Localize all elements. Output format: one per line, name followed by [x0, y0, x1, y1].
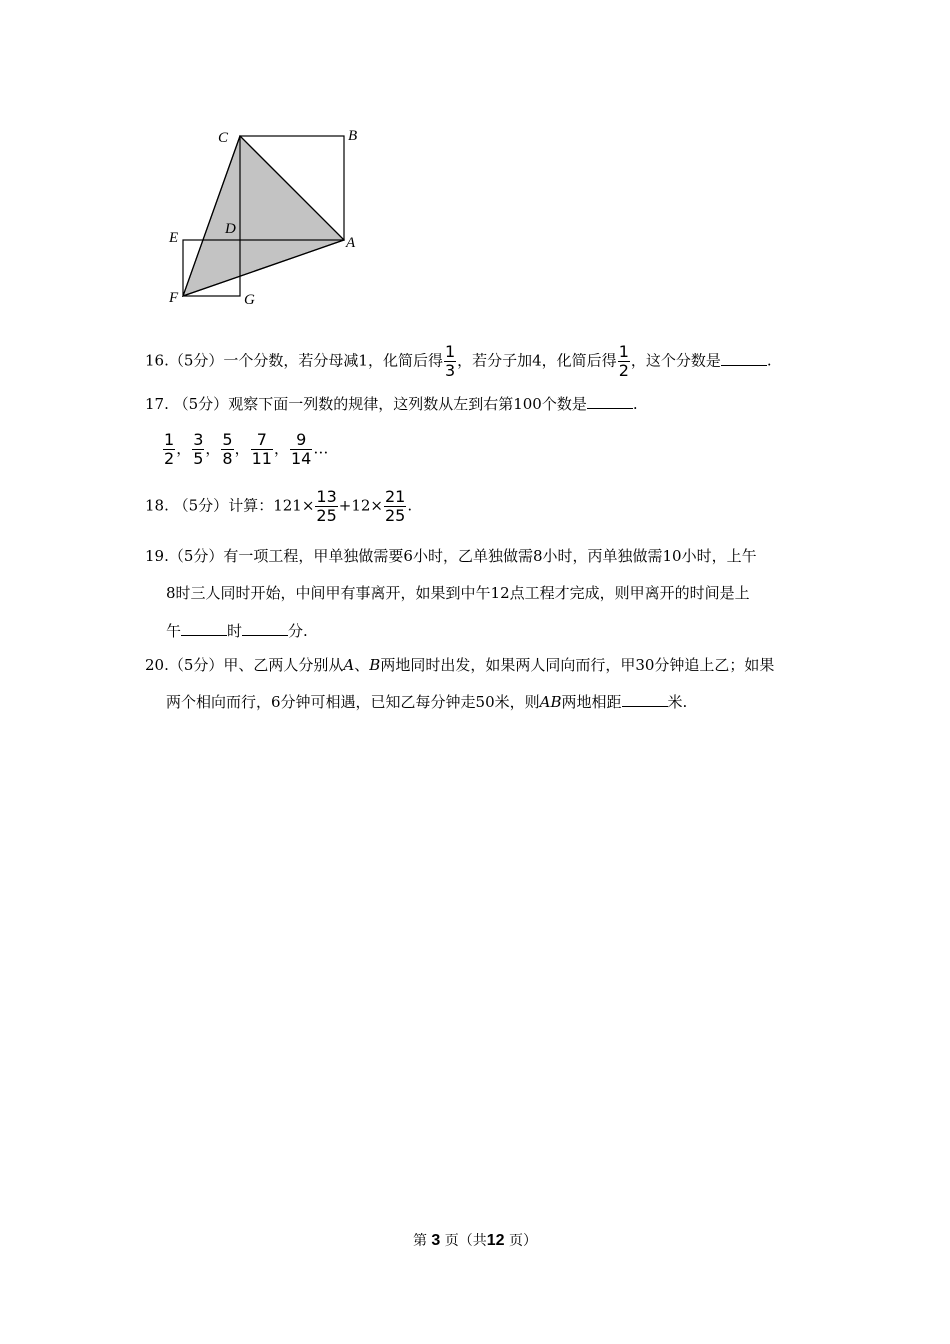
q20-ab: AB [539, 693, 562, 711]
label-f: F [169, 290, 179, 306]
q17-sequence [162, 431, 328, 468]
q16-number: 16. [145, 351, 169, 370]
q19-minute-blank [242, 621, 288, 636]
footer-total: 12 [486, 1232, 505, 1249]
q19-line3-b: 时 [227, 622, 243, 640]
seq-fraction-2: $\frac{3}{5}$ [193, 430, 204, 468]
q17-answer-blank [587, 394, 633, 409]
q20-point-b: B [369, 656, 381, 674]
label-a: A [346, 235, 356, 251]
q18-score: （5分） [173, 496, 229, 515]
q18-number: 18. [145, 496, 169, 515]
question-19-line-2 [166, 583, 750, 603]
question-20-line-2 [166, 692, 687, 712]
label-g: G [244, 292, 255, 308]
q20-line2-a: 两个相向而行，6分钟可相遇，已知乙每分钟走50米，则 [166, 693, 540, 711]
seq-sep: ， [273, 439, 289, 458]
page-footer [0, 1230, 950, 1250]
q19-hour-blank [181, 621, 227, 636]
seq-ellipsis: … [313, 439, 329, 458]
seq-fraction-5: $\frac{9}{14}$ [290, 430, 312, 468]
q20-score: （5分） [168, 656, 224, 674]
question-18 [145, 488, 412, 525]
q19-line1: 有一项工程，甲单独做需要6小时，乙单独做需8小时，丙单独做需10小时，上午 [223, 547, 757, 565]
seq-fraction-1: $\frac{1}{2}$ [164, 430, 175, 468]
q20-line2-b: 两地相距 [561, 693, 622, 711]
q17-score: （5分） [173, 395, 229, 413]
q18-fraction-2: $\frac{21}{25}$ [384, 487, 406, 525]
question-16 [145, 343, 772, 380]
q17-text: 观察下面一列数的规律，这列数从左到右第100个数是 [228, 395, 587, 413]
q20-line1-b: 两地同时出发，如果两人同向而行，甲30分钟追上乙；如果 [380, 656, 775, 674]
q16-fraction-2: $\frac{1}{2}$ [618, 342, 629, 380]
q19-line3-a: 午 [166, 622, 182, 640]
question-19-line-3 [166, 621, 308, 641]
q17-number: 17. [145, 395, 169, 413]
q18-fraction-1: $\frac{13}{25}$ [316, 487, 337, 525]
seq-sep: ， [234, 439, 250, 458]
question-17 [145, 394, 638, 414]
label-b: B [348, 128, 358, 144]
label-c: C [218, 130, 229, 146]
seq-fraction-4: $\frac{7}{11}$ [251, 430, 272, 468]
q16-text-a: 一个分数，若分母减1，化简后得 [223, 351, 443, 370]
label-d: D [225, 221, 236, 237]
seq-sep: ， [176, 439, 192, 458]
seq-fraction-3: $\frac{5}{8}$ [222, 430, 233, 468]
footer-a: 第 [412, 1233, 427, 1249]
q20-sep: 、 [354, 656, 370, 674]
q20-line1-a: 甲、乙两人分别从 [223, 656, 344, 674]
question-19-line-1 [145, 546, 757, 566]
q16-text-c: ，这个分数是 [630, 351, 721, 370]
q20-point-a: A [343, 656, 355, 674]
footer-b: 页（共 [444, 1233, 487, 1249]
q16-fraction-1: $\frac{1}{3}$ [444, 342, 456, 380]
q16-end: . [766, 351, 772, 370]
q20-line2-c: 米. [667, 693, 688, 711]
q18-end: . [407, 496, 413, 515]
footer-c: 页） [509, 1233, 538, 1249]
q17-end: . [632, 395, 638, 413]
geometry-figure [160, 120, 380, 320]
q18-text-a: 计算：121× [228, 496, 315, 515]
label-e: E [169, 230, 179, 246]
q16-score: （5分） [168, 351, 224, 370]
seq-sep: ， [205, 439, 221, 458]
q20-number: 20. [145, 656, 169, 674]
question-20-line-1 [145, 655, 774, 675]
q16-text-b: ，若分子加4，化简后得 [457, 351, 617, 370]
q19-score: （5分） [168, 547, 224, 565]
q20-answer-blank [622, 692, 668, 707]
footer-page: 3 [431, 1232, 441, 1249]
q19-number: 19. [145, 547, 169, 565]
q18-text-b: +12× [338, 496, 383, 515]
q19-line2: 8时三人同时开始，中间甲有事离开，如果到中午12点工程才完成，则甲离开的时间是上 [166, 584, 750, 602]
q16-answer-blank [721, 351, 767, 366]
q19-line3-c: 分. [288, 622, 308, 640]
